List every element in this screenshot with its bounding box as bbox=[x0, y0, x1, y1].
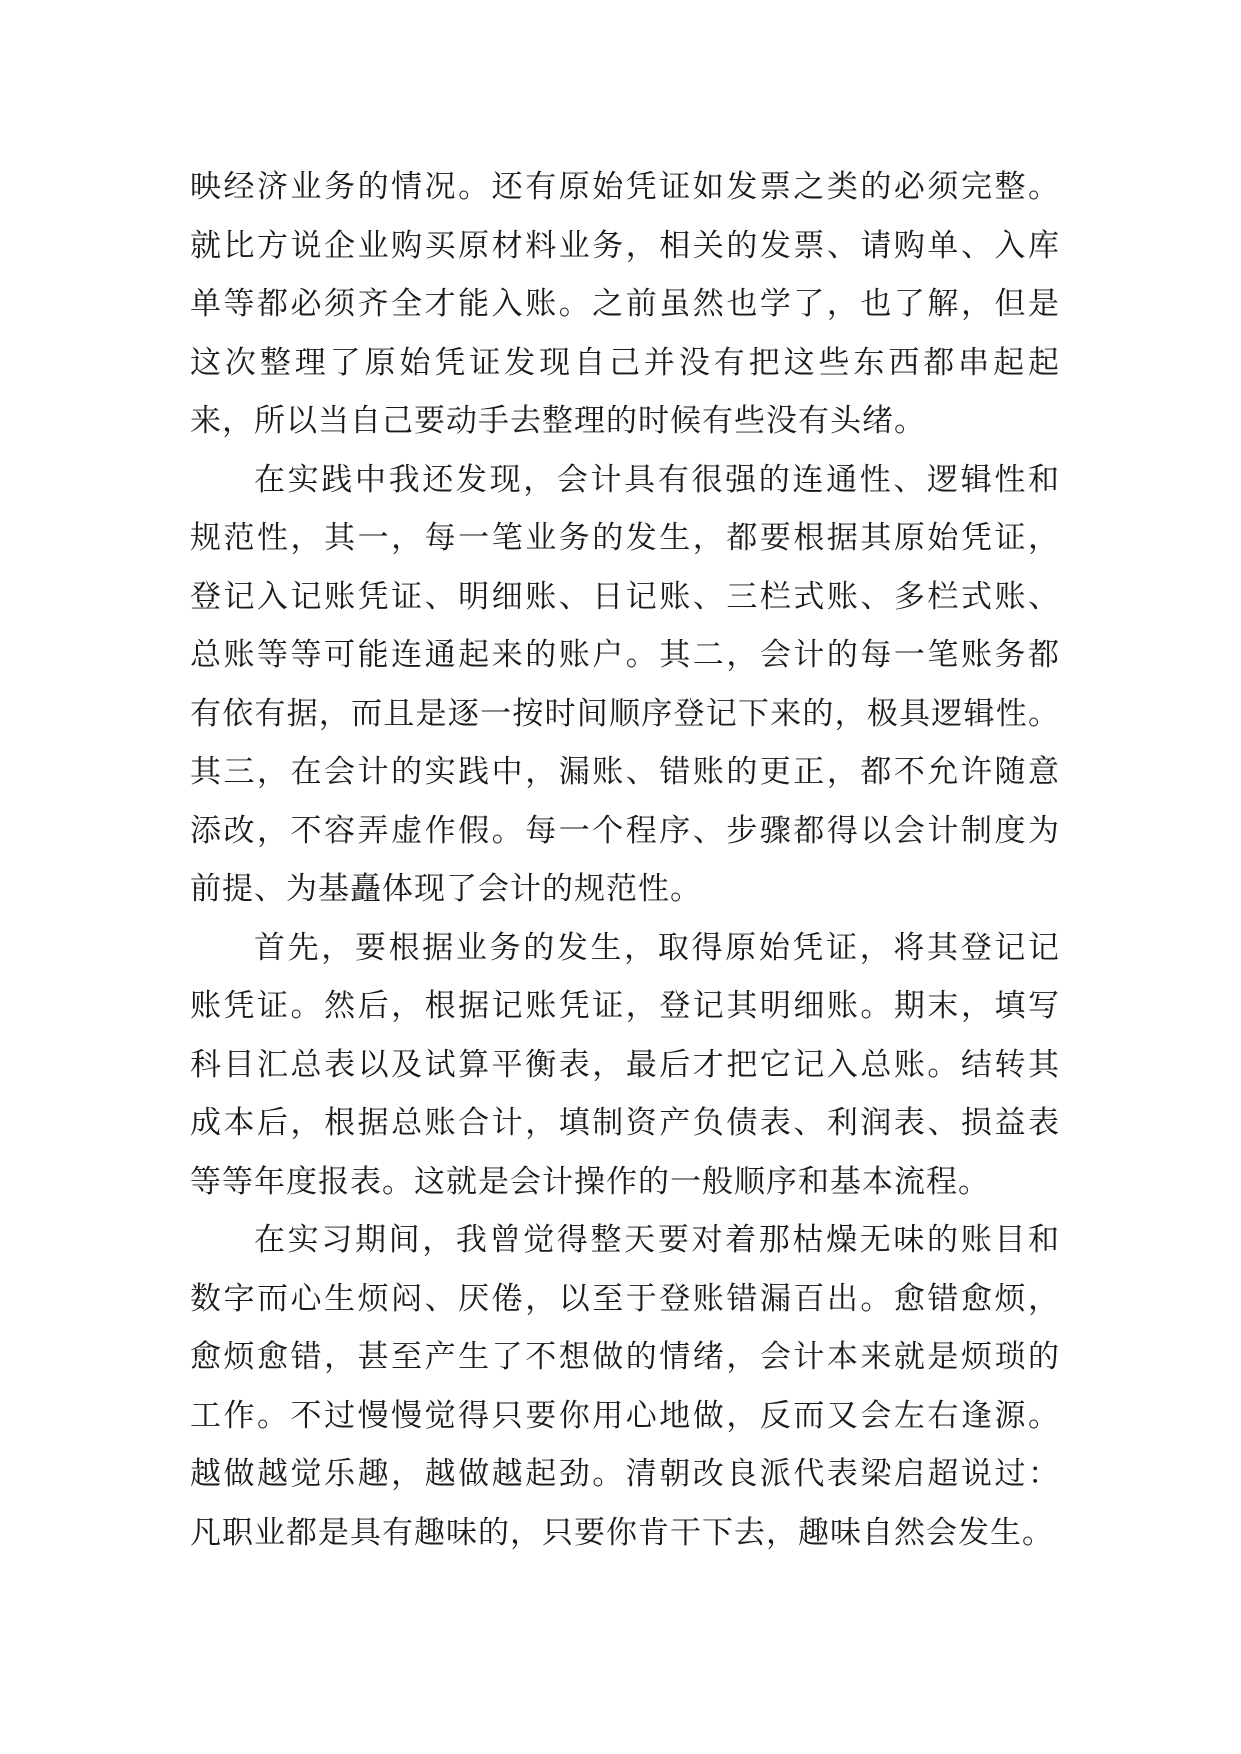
text-line: 愈烦愈错，甚至产生了不想做的情绪，会计本来就是烦琐的 bbox=[190, 1339, 1060, 1375]
paragraph bbox=[190, 1211, 1060, 1562]
text-line: 在实习期间，我曾觉得整天要对着那枯燥无味的账目和 bbox=[254, 1222, 1060, 1258]
text-line: 数字而心生烦闷、厌倦，以至于登账错漏百出。愈错愈烦， bbox=[190, 1280, 1060, 1317]
text-line: 科目汇总表以及试算平衡表，最后才把它记入总账。结转其 bbox=[190, 1046, 1060, 1083]
text-line: 凡职业都是具有趣味的，只要你肯干下去，趣味自然会发生。 bbox=[190, 1514, 1054, 1551]
paragraph bbox=[190, 919, 1060, 1212]
paragraph bbox=[190, 451, 1060, 919]
text-line: 规范性，其一，每一笔业务的发生，都要根据其原始凭证， bbox=[190, 520, 1060, 556]
text-line: 首先，要根据业务的发生，取得原始凭证，将其登记记 bbox=[254, 929, 1060, 966]
text-line: 就比方说企业购买原材料业务，相关的发票、请购单、入库 bbox=[190, 227, 1060, 264]
document-body bbox=[190, 158, 1060, 1562]
text-line: 成本后，根据总账合计，填制资产负债表、利润表、损益表 bbox=[190, 1105, 1060, 1141]
text-line: 映经济业务的情况。还有原始凭证如发票之类的必须完整。 bbox=[190, 169, 1060, 205]
text-line: 有依有据，而且是逐一按时间顺序登记下来的，极具逻辑性。 bbox=[190, 695, 1060, 732]
text-line: 在实践中我还发现，会计具有很强的连通性、逻辑性和 bbox=[254, 461, 1060, 498]
text-line: 账凭证。然后，根据记账凭证，登记其明细账。期末，填写 bbox=[190, 988, 1060, 1024]
paragraph bbox=[190, 158, 1060, 451]
text-line: 工作。不过慢慢觉得只要你用心地做，反而又会左右逢源。 bbox=[190, 1397, 1060, 1434]
text-line: 单等都必须齐全才能入账。之前虽然也学了，也了解，但是 bbox=[190, 286, 1060, 322]
text-line: 总账等等可能连通起来的账户。其二，会计的每一笔账务都 bbox=[190, 637, 1060, 673]
text-line: 前提、为基矗体现了会计的规范性。 bbox=[190, 871, 702, 907]
text-line: 来，所以当自己要动手去整理的时候有些没有头绪。 bbox=[190, 403, 926, 439]
text-line: 登记入记账凭证、明细账、日记账、三栏式账、多栏式账、 bbox=[190, 578, 1060, 615]
text-line: 等等年度报表。这就是会计操作的一般顺序和基本流程。 bbox=[190, 1163, 990, 1200]
text-line: 这次整理了原始凭证发现自己并没有把这些东西都串起起 bbox=[190, 344, 1060, 381]
text-line: 其三，在会计的实践中，漏账、错账的更正，都不允许随意 bbox=[190, 754, 1060, 790]
text-line: 添改，不容弄虚作假。每一个程序、步骤都得以会计制度为 bbox=[190, 812, 1060, 849]
text-line: 越做越觉乐趣，越做越起劲。清朝改良派代表梁启超说过： bbox=[190, 1456, 1060, 1492]
